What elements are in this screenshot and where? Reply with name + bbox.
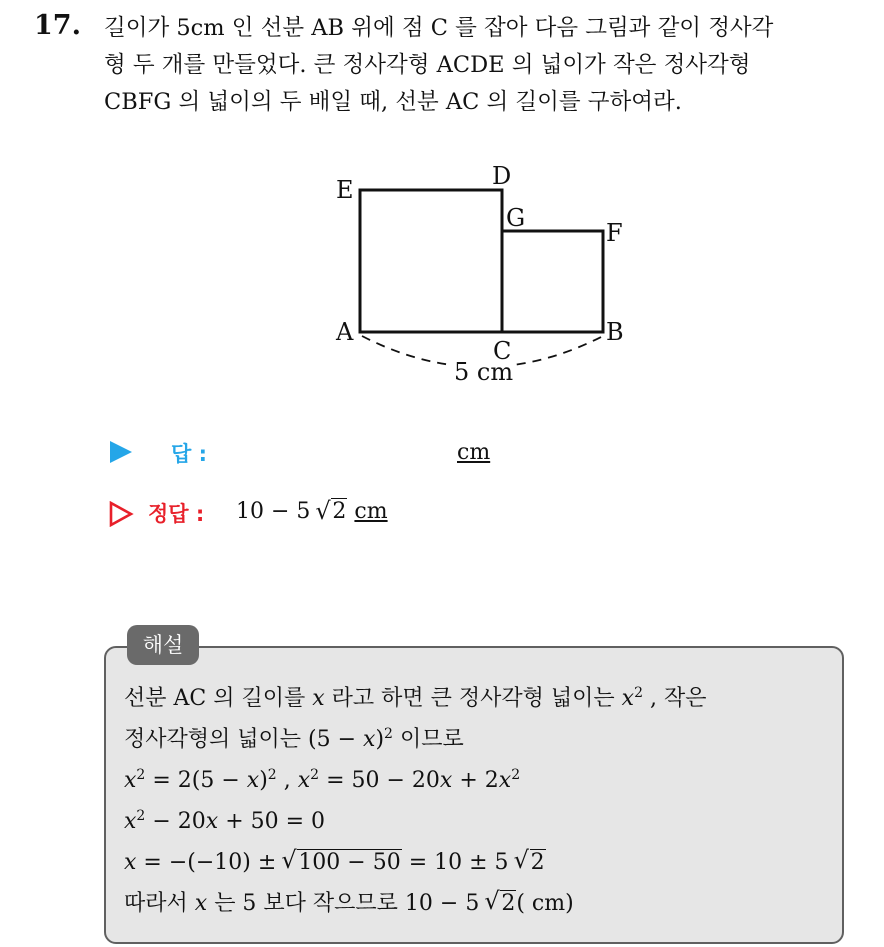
variable: x xyxy=(124,768,137,793)
variable: x xyxy=(194,891,208,916)
variable: x xyxy=(312,686,325,711)
square-cbfg xyxy=(502,231,603,332)
text-span: = 2(5 − xyxy=(152,768,240,793)
text-span: = 50 − 20 xyxy=(326,768,440,793)
correct-answer-row xyxy=(108,495,608,535)
correct-unit: cm xyxy=(354,499,388,524)
text-span: 선분 AC 의 길이를 xyxy=(124,686,306,711)
text-span: 는 5 보다 작으므로 10 − 5 xyxy=(214,891,480,916)
square-acde xyxy=(360,190,502,332)
variable: x xyxy=(439,768,453,793)
explanation-line xyxy=(124,760,706,801)
explanation-tab: 해설 xyxy=(127,625,199,665)
variable: x xyxy=(124,809,137,834)
variable: x xyxy=(205,809,219,834)
variable: x xyxy=(498,768,512,793)
answer-label: 답 : xyxy=(171,442,207,466)
outline-triangle-icon xyxy=(108,501,134,527)
variable: x xyxy=(124,850,137,875)
explanation-line xyxy=(124,801,706,842)
text-span: 라고 하면 큰 정사각형 넓이는 xyxy=(331,686,615,711)
explanation-text xyxy=(124,678,706,924)
play-triangle-icon xyxy=(110,441,132,463)
question-text xyxy=(104,10,874,121)
sqrt-radicand: 2 xyxy=(530,850,545,875)
question-number: 17. xyxy=(34,10,81,41)
sqrt-symbol xyxy=(486,883,516,924)
text-span: + 50 = 0 xyxy=(225,809,326,834)
exponent: 2 xyxy=(267,767,277,783)
explanation-line xyxy=(124,842,706,883)
answer-row xyxy=(108,434,608,474)
text-span: 이므로 xyxy=(399,727,464,752)
sqrt-radicand: 2 xyxy=(501,891,516,916)
text-span: − 20 xyxy=(152,809,206,834)
exponent: 2 xyxy=(136,767,146,783)
label-d: D xyxy=(492,162,512,190)
exponent: 2 xyxy=(634,685,643,701)
text-span: + 2 xyxy=(459,768,499,793)
squares-figure xyxy=(320,160,640,390)
text-span: , xyxy=(283,768,298,793)
explanation-line xyxy=(124,883,706,924)
sqrt-symbol xyxy=(317,499,347,524)
question-line: 형 두 개를 만들었다. 큰 정사각형 ACDE 의 넓이가 작은 정사각형 xyxy=(104,52,751,78)
exponent: 2 xyxy=(511,767,521,783)
sqrt-radicand: 2 xyxy=(332,499,347,524)
text-span: = −(−10) ± xyxy=(143,850,277,875)
text-span: ) xyxy=(375,727,385,752)
text-span: 따라서 xyxy=(124,891,188,916)
label-f: F xyxy=(606,219,623,247)
explanation-line xyxy=(124,678,706,719)
text-span: ) xyxy=(259,768,268,793)
correct-answer-value xyxy=(236,499,388,524)
sqrt-symbol xyxy=(516,842,546,883)
exponent: 2 xyxy=(310,767,320,783)
exponent: 2 xyxy=(384,726,393,742)
question-line: CBFG 의 넓이의 두 배일 때, 선분 AC 의 길이를 구하여라. xyxy=(104,89,682,115)
answer-unit: cm xyxy=(457,440,491,465)
sqrt-symbol xyxy=(283,842,401,883)
exponent: 2 xyxy=(136,808,146,824)
variable: x xyxy=(363,727,376,752)
explanation-line xyxy=(124,719,706,760)
length-label: 5 cm xyxy=(454,358,514,386)
text-span: = 10 ± 5 xyxy=(408,850,509,875)
correct-answer-label: 정답 : xyxy=(148,502,205,526)
correct-value-prefix: 10 − 5 xyxy=(236,499,311,524)
label-b: B xyxy=(606,318,624,346)
variable: x xyxy=(297,768,311,793)
question-line: 길이가 5cm 인 선분 AB 위에 점 C 를 잡아 다음 그림과 같이 정사각 xyxy=(104,15,774,41)
text-span: 정사각형의 넓이는 (5 − xyxy=(124,727,357,752)
label-g: G xyxy=(506,204,526,232)
text-span: , 작은 xyxy=(649,686,707,711)
variable: x xyxy=(246,768,260,793)
label-e: E xyxy=(336,176,354,204)
label-c: C xyxy=(493,337,512,365)
variable: x xyxy=(621,686,635,711)
label-a: A xyxy=(336,318,354,346)
text-span: ( cm) xyxy=(516,891,574,916)
sqrt-radicand: 100 − 50 xyxy=(298,850,401,875)
